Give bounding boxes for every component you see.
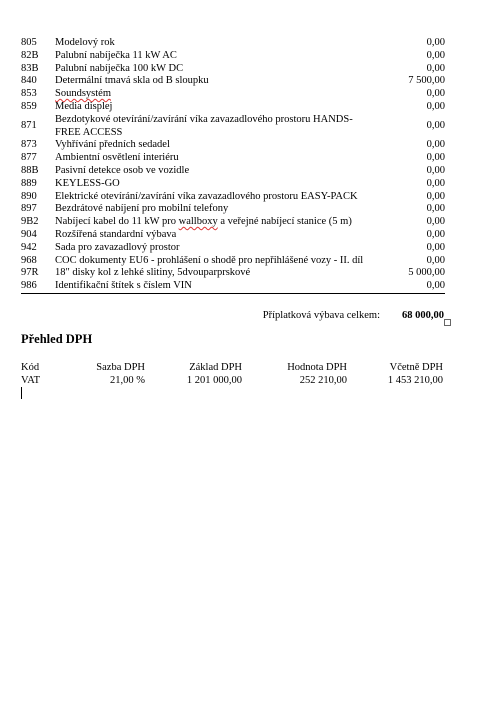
equipment-row: [21, 88, 445, 101]
equipment-row: [21, 216, 445, 229]
equipment-row: [21, 242, 445, 255]
item-price: 0,00: [375, 280, 445, 293]
item-name: Pasivní detekce osob ve vozidle: [55, 164, 190, 176]
total-label: Příplatková výbava celkem:: [262, 310, 380, 321]
equipment-row: [21, 165, 445, 178]
item-price: 5 000,00: [408, 267, 445, 279]
item-code: 986: [21, 280, 55, 293]
equipment-row: [21, 75, 445, 88]
item-code: 853: [21, 88, 37, 100]
item-price: 0,00: [426, 203, 445, 215]
item-code: 82B: [21, 49, 39, 61]
item-price: 0,00: [426, 62, 445, 74]
item-name: 18" disky kol z lehké slitiny, 5dvouparprskové: [55, 267, 251, 279]
item-code: 805: [21, 37, 37, 48]
item-code: 968: [21, 254, 37, 266]
text-cursor: [21, 387, 22, 399]
item-price: 0,00: [426, 88, 445, 100]
item-name: Soundsystém: [55, 88, 112, 100]
equipment-total: [21, 310, 445, 322]
item-code: 83B: [21, 62, 39, 74]
table-resize-handle[interactable]: [444, 319, 451, 326]
equipment-row: [21, 280, 445, 293]
item-code: 904: [21, 228, 37, 240]
item-name: Bezdrátové nabíjení pro mobilní telefony: [55, 203, 229, 215]
item-price: 0,00: [426, 177, 445, 189]
item-code: 890: [21, 190, 37, 202]
item-name: Palubní nabíječka 11 kW AC: [55, 49, 177, 61]
item-name: Bezdotykové otevírání/zavírání víka zavazadlového prostoru HANDS-FREE ACCESS: [55, 113, 353, 138]
item-price: 0,00: [426, 139, 445, 151]
item-price: 7 500,00: [408, 75, 445, 87]
item-price: 0,00: [426, 100, 445, 112]
equipment-row: [21, 191, 445, 204]
vat-header-incl: Včetně DPH: [389, 362, 443, 373]
item-price: 0,00: [426, 254, 445, 266]
equipment-row: [21, 139, 445, 152]
equipment-row: [21, 50, 445, 63]
item-price: 0,00: [426, 37, 445, 48]
vat-header-amount: Hodnota DPH: [287, 362, 347, 373]
item-name: Elektrické otevírání/zavírání víka zavazadlového prostoru EASY-PACK: [55, 190, 358, 202]
item-price: 0,00: [426, 120, 445, 132]
vat-table: [21, 362, 445, 387]
vat-header-base: Základ DPH: [189, 362, 242, 373]
item-code: 871: [21, 120, 37, 132]
item-name: Vyhřívání předních sedadel: [55, 139, 170, 151]
equipment-row: [21, 178, 445, 191]
item-price: 0,00: [426, 164, 445, 176]
item-code: 859: [21, 100, 37, 112]
item-code: 889: [21, 177, 37, 189]
item-name: Palubní nabíječka 100 kW DC: [55, 62, 184, 74]
vat-amount: 252 210,00: [299, 374, 347, 386]
item-code: 873: [21, 139, 37, 151]
item-price: 0,00: [426, 49, 445, 61]
item-code: 942: [21, 241, 37, 253]
vat-rate: 21,00 %: [110, 374, 145, 386]
equipment-row: [21, 101, 445, 114]
vat-header-rate: Sazba DPH: [96, 362, 145, 373]
vat-base: 1 201 000,00: [186, 374, 242, 386]
item-price: 0,00: [426, 190, 445, 202]
vat-header-row: [21, 362, 445, 375]
item-name: COC dokumenty EU6 - prohlášení o shodě pro nepřihlášené vozy - II. díl: [55, 254, 364, 266]
item-name: Ambientní osvětlení interiéru: [55, 152, 179, 164]
item-code: 897: [21, 203, 37, 215]
item-code: 877: [21, 152, 37, 164]
item-name: Modelový rok: [55, 37, 115, 48]
equipment-row: [21, 255, 445, 268]
item-name: Identifikační štítek s číslem VIN: [55, 280, 375, 293]
item-price: 0,00: [426, 216, 445, 228]
total-value: 68 000,00: [402, 310, 444, 321]
equipment-row: [21, 114, 445, 140]
equipment-row: [21, 203, 445, 216]
vat-row: [21, 375, 445, 388]
vat-section-title: Přehled DPH: [21, 332, 93, 346]
vat-incl: 1 453 210,00: [387, 374, 443, 386]
item-code: 9B2: [21, 216, 39, 228]
equipment-table: [21, 37, 445, 294]
equipment-row: [21, 229, 445, 242]
item-price: 0,00: [426, 152, 445, 164]
item-name: Nabíjecí kabel do 11 kW pro wallboxy a veřejné nabíjecí stanice (5 m): [55, 216, 352, 228]
item-name: Media displej: [55, 100, 113, 112]
item-name: Determální tmavá skla od B sloupku: [55, 75, 209, 87]
item-name: Sada pro zavazadlový prostor: [55, 241, 180, 253]
vat-header-code: Kód: [21, 362, 40, 373]
item-code: 840: [21, 75, 37, 87]
item-price: 0,00: [426, 241, 445, 253]
equipment-row: [21, 267, 445, 280]
equipment-row: [21, 63, 445, 76]
vat-code: VAT: [21, 374, 41, 386]
equipment-row: [21, 152, 445, 165]
item-name: Rozšířená standardní výbava: [55, 228, 177, 240]
item-code: 97R: [21, 267, 39, 279]
equipment-row: [21, 37, 445, 50]
item-price: 0,00: [426, 228, 445, 240]
item-code: 88B: [21, 164, 39, 176]
item-name: KEYLESS-GO: [55, 177, 120, 189]
